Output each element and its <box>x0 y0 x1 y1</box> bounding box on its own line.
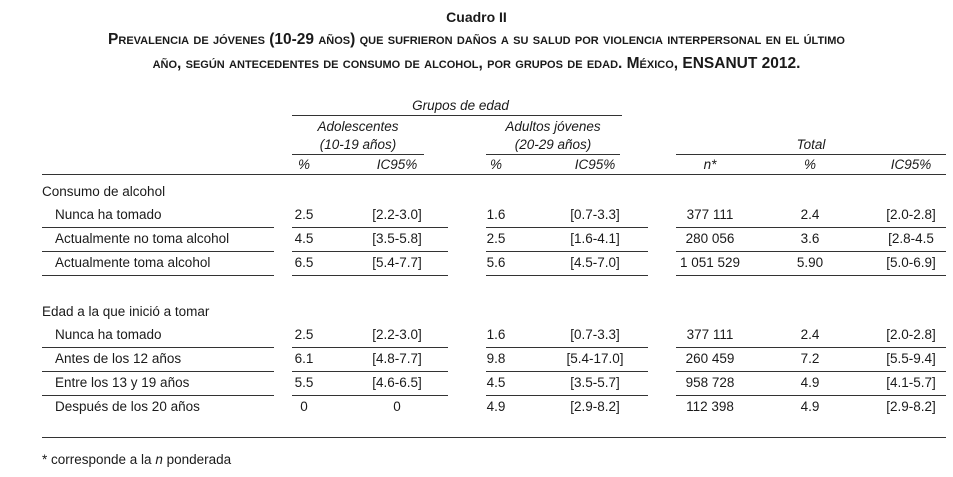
cell-y-ic: [1.6-4.1] <box>570 231 620 246</box>
section-title-edad: Edad a la que inició a tomar <box>42 304 210 319</box>
row-rule <box>292 347 448 348</box>
cell-a-ic: [2.2-3.0] <box>372 207 422 222</box>
header-adultos-range: (20-29 años) <box>514 137 592 152</box>
table-title-line-1: Prevalencia de jóvenes (10-29 años) que sufrieron daños a su salud por violencia interpersonal en el último <box>108 31 845 48</box>
cell-n: 377 111 <box>686 207 734 222</box>
row-rule <box>676 347 946 348</box>
cell-a-pct: 5.5 <box>294 375 314 390</box>
cell-t-ic: [2.8-4.5 <box>888 231 934 246</box>
cell-y-ic: [0.7-3.3] <box>570 207 620 222</box>
table-title-line-2 <box>0 52 953 76</box>
row-rule <box>42 251 274 252</box>
header-n: n* <box>703 157 717 172</box>
cell-y-pct: 4.9 <box>486 399 506 414</box>
cell-a-pct: 6.5 <box>294 255 314 270</box>
table-number: Cuadro II <box>446 9 507 25</box>
cell-t-pct: 3.6 <box>800 231 820 246</box>
footnote-suffix: ponderada <box>166 452 232 467</box>
row-rule <box>676 395 946 396</box>
row-rule <box>486 371 648 372</box>
cell-t-ic: [5.5-9.4] <box>886 351 936 366</box>
cell-y-pct: 9.8 <box>486 351 506 366</box>
header-a-pct: % <box>297 157 310 172</box>
row-rule <box>292 371 448 372</box>
row-rule <box>292 395 448 396</box>
cell-y-pct: 2.5 <box>486 231 506 246</box>
cell-n: 260 459 <box>685 351 735 366</box>
row-rule <box>292 251 448 252</box>
row-rule <box>486 227 648 228</box>
footnote-prefix: * corresponde a la <box>42 452 152 467</box>
cell-t-pct: 7.2 <box>800 351 820 366</box>
row-label: Después de los 20 años <box>55 399 200 414</box>
row-rule <box>42 347 274 348</box>
row-rule <box>676 251 946 252</box>
row-rule <box>42 395 274 396</box>
cell-n: 280 056 <box>685 231 735 246</box>
cell-n: 377 111 <box>686 327 734 342</box>
cell-a-pct: 2.5 <box>294 207 314 222</box>
footnote <box>42 451 231 469</box>
row-rule <box>42 275 274 276</box>
row-label: Actualmente toma alcohol <box>55 255 211 270</box>
cell-t-ic: [5.0-6.9] <box>886 255 936 270</box>
header-adolescentes-rule <box>292 154 424 155</box>
cell-n: 112 398 <box>686 399 734 414</box>
header-t-pct: % <box>803 157 816 172</box>
cell-n: 958 728 <box>685 375 735 390</box>
cell-a-pct: 2.5 <box>294 327 314 342</box>
row-rule <box>42 371 274 372</box>
row-rule <box>486 275 648 276</box>
header-group-rule <box>292 115 622 116</box>
cell-y-pct: 1.6 <box>486 207 506 222</box>
header-y-ic: IC95% <box>574 157 616 172</box>
cell-y-ic: [2.9-8.2] <box>570 399 620 414</box>
cell-a-ic: [4.8-7.7] <box>372 351 422 366</box>
row-rule <box>486 251 648 252</box>
cell-y-ic: [0.7-3.3] <box>570 327 620 342</box>
row-rule <box>486 395 648 396</box>
cell-t-ic: [2.0-2.8] <box>886 207 936 222</box>
cell-a-pct: 4.5 <box>294 231 314 246</box>
table-title <box>0 28 953 76</box>
cell-t-pct: 4.9 <box>800 399 820 414</box>
header-adolescentes-range: (10-19 años) <box>319 137 397 152</box>
header-y-pct: % <box>489 157 502 172</box>
header-a-ic: IC95% <box>376 157 418 172</box>
row-rule <box>486 347 648 348</box>
row-label: Nunca ha tomado <box>55 207 162 222</box>
cell-y-ic: [4.5-7.0] <box>570 255 620 270</box>
table-title-line-2-text: año, según antecedentes de consumo de alcohol, por grupos de edad. México, <box>152 55 679 72</box>
cell-t-pct: 2.4 <box>800 207 820 222</box>
cell-a-ic: [4.6-6.5] <box>372 375 422 390</box>
header-group: Grupos de edad <box>412 98 509 113</box>
row-rule <box>42 227 274 228</box>
table-bottom-rule <box>42 437 946 438</box>
header-adolescentes: Adolescentes <box>317 119 399 134</box>
cell-t-ic: [2.9-8.2] <box>886 399 936 414</box>
cell-y-pct: 4.5 <box>486 375 506 390</box>
cell-a-ic: 0 <box>393 399 401 414</box>
row-rule <box>292 275 448 276</box>
row-rule <box>676 371 946 372</box>
cell-t-pct: 5.90 <box>796 255 824 270</box>
cell-a-pct: 0 <box>300 399 308 414</box>
footnote-n: n <box>155 452 163 467</box>
header-bottom-rule <box>42 174 946 175</box>
row-label: Entre los 13 y 19 años <box>55 375 190 390</box>
cell-y-ic: [3.5-5.7] <box>570 375 620 390</box>
cell-a-ic: [3.5-5.8] <box>372 231 422 246</box>
section-title-consumo: Consumo de alcohol <box>42 184 166 199</box>
row-rule <box>292 227 448 228</box>
row-label: Nunca ha tomado <box>55 327 162 342</box>
cell-t-pct: 2.4 <box>800 327 820 342</box>
cell-t-pct: 4.9 <box>800 375 820 390</box>
row-label: Actualmente no toma alcohol <box>55 231 230 246</box>
row-label: Antes de los 12 años <box>55 351 182 366</box>
cell-t-ic: [4.1-5.7] <box>886 375 936 390</box>
header-total-rule <box>676 154 946 155</box>
header-adultos: Adultos jóvenes <box>505 119 601 134</box>
cell-a-ic: [5.4-7.7] <box>372 255 422 270</box>
cell-y-ic: [5.4-17.0] <box>566 351 624 366</box>
row-rule <box>676 227 946 228</box>
cell-t-ic: [2.0-2.8] <box>886 327 936 342</box>
table-title-source: ENSANUT 2012. <box>682 55 801 72</box>
header-t-ic: IC95% <box>890 157 932 172</box>
header-total: Total <box>796 137 826 152</box>
cell-y-pct: 5.6 <box>486 255 506 270</box>
row-rule <box>676 275 946 276</box>
cell-n: 1 051 529 <box>679 255 741 270</box>
cell-a-ic: [2.2-3.0] <box>372 327 422 342</box>
title-block <box>0 8 953 76</box>
cell-y-pct: 1.6 <box>486 327 506 342</box>
header-adultos-rule <box>486 154 620 155</box>
cell-a-pct: 6.1 <box>294 351 314 366</box>
